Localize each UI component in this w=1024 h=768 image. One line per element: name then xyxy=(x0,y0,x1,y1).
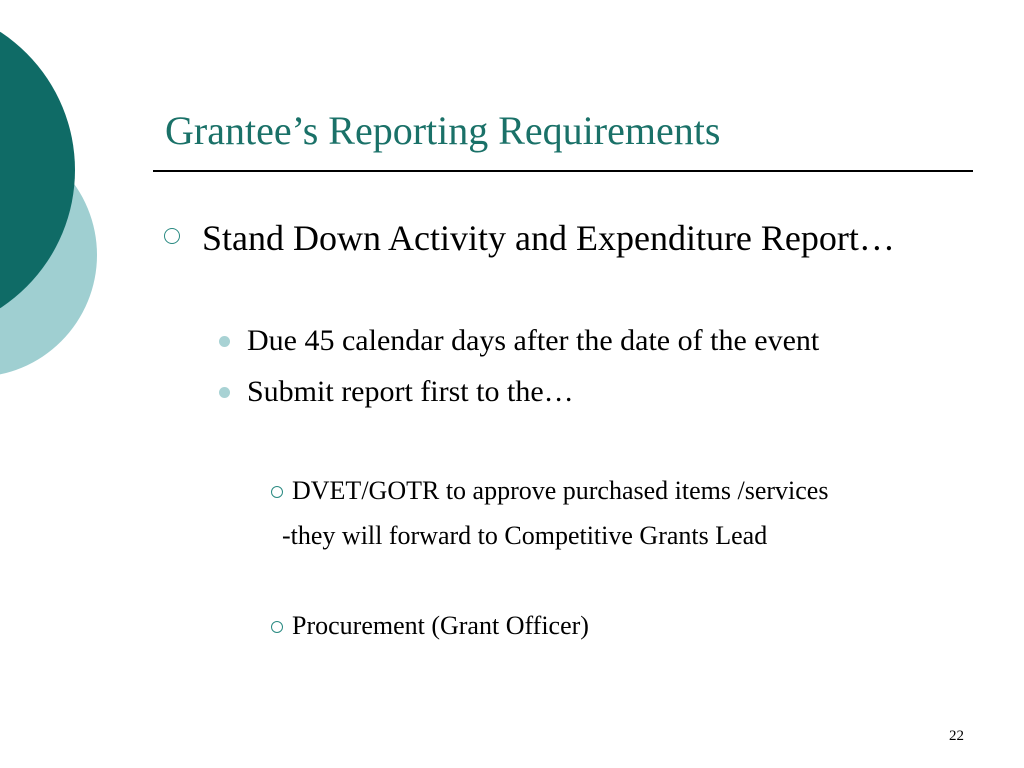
filled-dot-bullet-icon xyxy=(219,336,230,347)
decorative-circles xyxy=(0,0,120,420)
page-number: 22 xyxy=(949,728,964,744)
hollow-circle-bullet-icon xyxy=(164,228,180,244)
filled-dot-bullet-icon xyxy=(219,387,230,398)
sub-bullet-due-date: Due 45 calendar days after the date of the event xyxy=(247,324,820,357)
title-divider xyxy=(153,170,973,172)
main-bullet-text: Stand Down Activity and Expenditure Report… xyxy=(202,218,895,258)
nested-item-continuation: -they will forward to Competitive Grants Lead xyxy=(282,521,768,550)
sub-bullet-submit-report: Submit report first to the… xyxy=(247,375,574,408)
nested-item-procurement: Procurement (Grant Officer) xyxy=(292,611,589,640)
hollow-circle-bullet-icon xyxy=(271,486,283,498)
nested-item-dvet-gotr: DVET/GOTR to approve purchased items /services xyxy=(292,476,829,505)
hollow-circle-bullet-icon xyxy=(271,621,283,633)
slide-title: Grantee’s Reporting Requirements xyxy=(165,108,721,153)
